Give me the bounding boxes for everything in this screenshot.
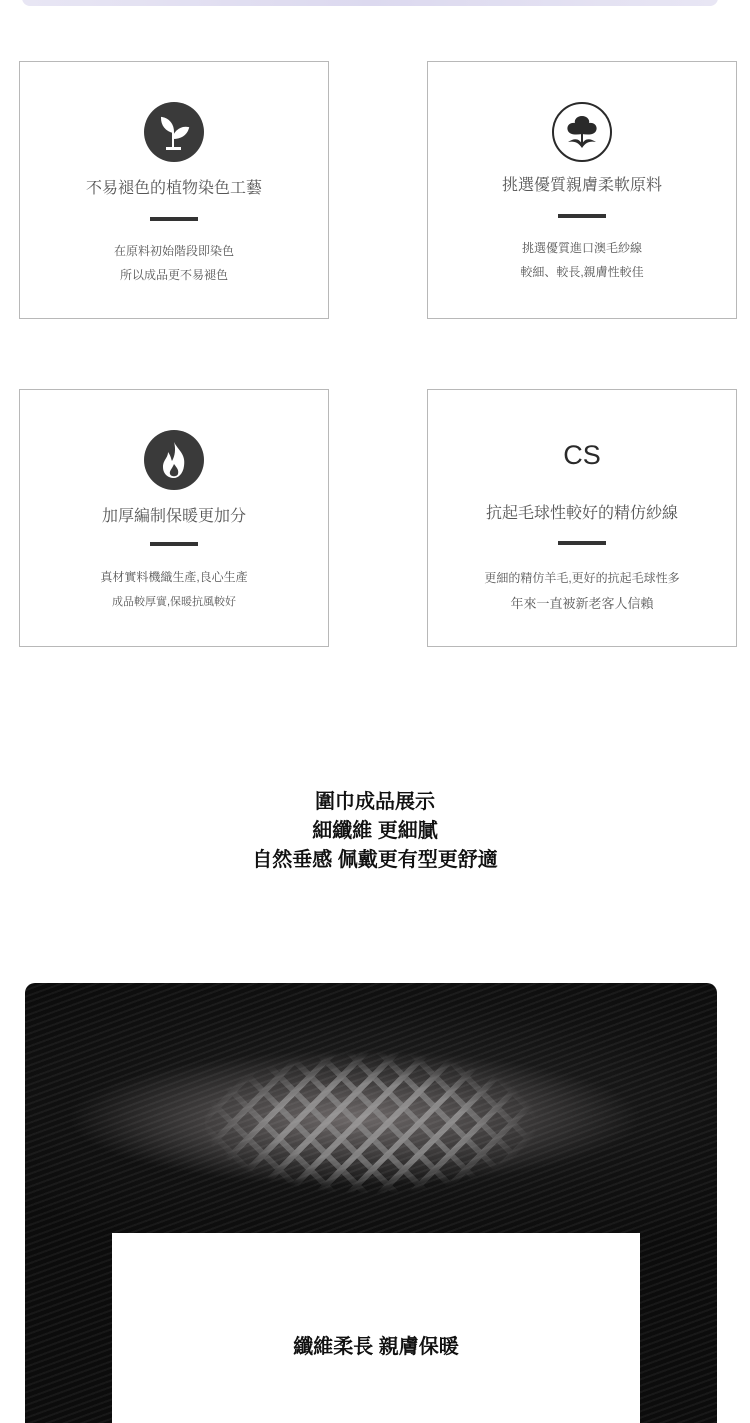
feature-desc: 較細、較長,親膚性較佳 (520, 265, 644, 279)
divider (150, 542, 198, 546)
feature-desc: 在原料初始階段即染色 (113, 244, 234, 258)
feature-desc: 年來一直被新老客人信賴 (510, 596, 654, 611)
feature-title: 不易褪色的植物染色工藝 (85, 180, 262, 197)
photo-caption-box (112, 1233, 640, 1423)
knit-braid-texture (205, 1053, 535, 1193)
flame-icon (144, 430, 204, 490)
feature-desc: 所以成品更不易褪色 (119, 268, 228, 282)
feature-card-warmth (19, 389, 329, 647)
feature-desc: 更細的精仿羊毛,更好的抗起毛球性多 (484, 571, 680, 585)
feature-title: 挑選優質親膚柔軟原料 (501, 177, 662, 194)
divider (150, 217, 198, 221)
feature-desc: 挑選優質進口澳毛紗線 (521, 241, 642, 255)
cs-icon: CS (563, 440, 601, 470)
feature-title: 抗起毛球性較好的精仿紗線 (485, 505, 678, 522)
feature-card-dye (19, 61, 329, 319)
feature-card-material (427, 61, 737, 319)
feature-desc: 成品較厚實,保暖抗風較好 (111, 596, 237, 608)
photo-caption: 纖維柔長 親膚保暖 (293, 1336, 459, 1358)
showcase-subheading: 自然垂感 佩戴更有型更舒適 (252, 849, 498, 871)
divider (558, 541, 606, 545)
cotton-flower-icon (552, 102, 612, 162)
showcase-subheading: 細纖維 更細膩 (312, 820, 438, 842)
feature-desc: 真材實料機織生產,良心生產 (100, 570, 248, 584)
top-banner-edge (22, 0, 718, 6)
feature-title: 加厚編制保暖更加分 (101, 508, 246, 525)
showcase-heading: 圍巾成品展示 (315, 791, 435, 813)
sprout-icon (144, 102, 204, 162)
feature-card-yarn (427, 389, 737, 647)
divider (558, 214, 606, 218)
